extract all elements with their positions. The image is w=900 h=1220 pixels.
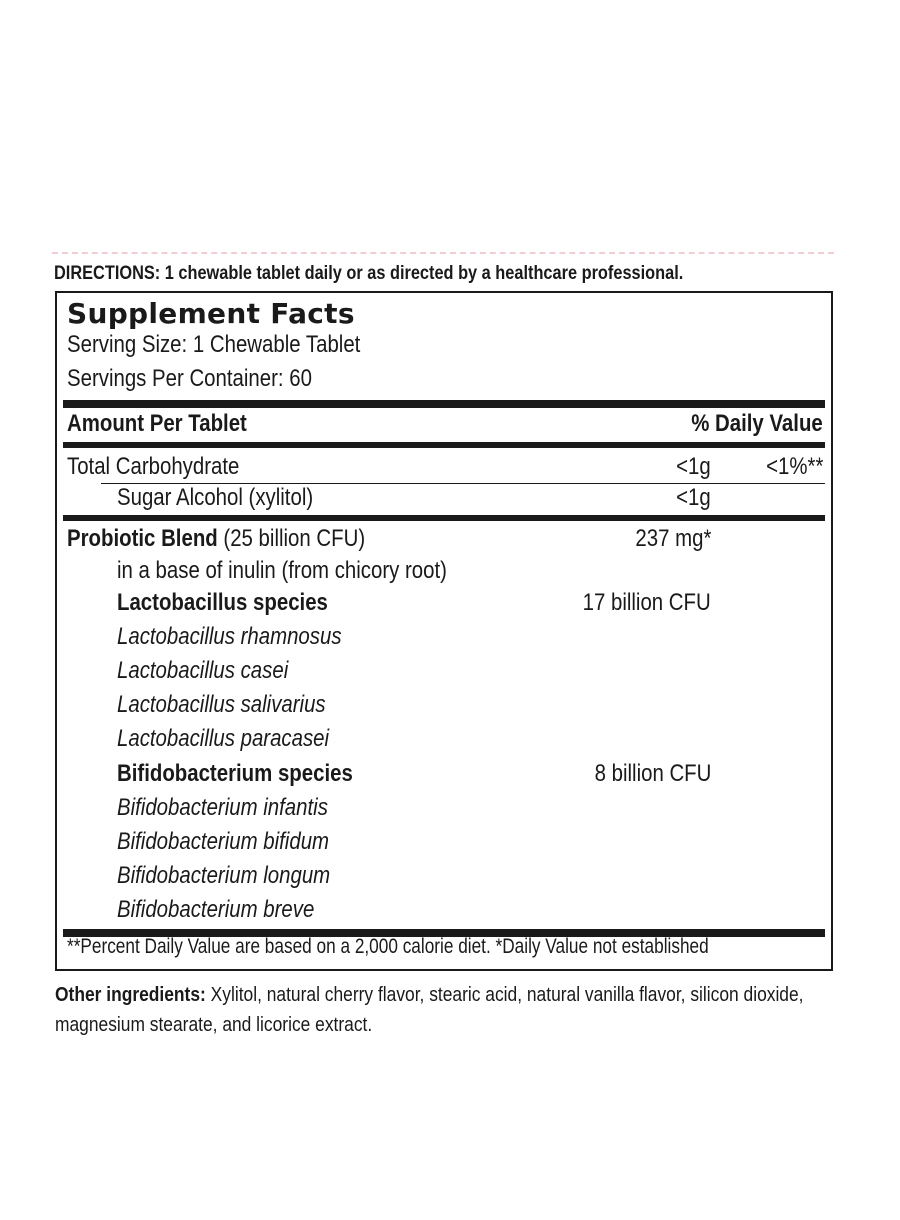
row-total-carbohydrate [67,453,823,485]
strain-name: Bifidobacterium bifidum [117,828,330,855]
bifido-name: Bifidobacterium species [117,760,353,787]
decorative-dashed-divider [52,252,834,254]
facts-footnote: **Percent Daily Value are based on a 2,000 calorie diet. *Daily Value not established [67,935,709,958]
serving-size: Serving Size: 1 Chewable Tablet [67,331,361,358]
probiotic-base: in a base of inulin (from chicory root) [117,557,447,584]
list-item [67,828,823,860]
servings-per-container: Servings Per Container: 60 [67,365,312,392]
list-item [67,691,823,723]
row-sugar-alcohol [67,484,823,516]
supplement-facts-panel [55,291,833,971]
header-daily-value: % Daily Value [691,410,823,437]
sugar-alcohol-name: Sugar Alcohol (xylitol) [117,484,314,511]
list-item [67,794,823,826]
strain-name: Bifidobacterium breve [117,896,315,923]
header-rule-bottom [63,442,825,448]
strain-name: Lactobacillus salivarius [117,691,326,718]
list-item [67,623,823,655]
directions-body: 1 chewable tablet daily or as directed by a healthcare professional. [164,263,684,284]
section-rule [63,515,825,521]
strain-name: Bifidobacterium infantis [117,794,328,821]
bifido-amount: 8 billion CFU [594,760,711,787]
sugar-alcohol-amount: <1g [676,484,711,511]
row-bifidobacterium-species [67,760,823,792]
row-lactobacillus-species [67,589,823,621]
probiotic-name: Probiotic Blend [67,525,218,552]
strain-name: Lactobacillus casei [117,657,289,684]
header-row [67,410,823,442]
lacto-amount: 17 billion CFU [582,589,711,616]
list-item [67,725,823,757]
directions-label: DIRECTIONS: [54,263,161,284]
other-ingredients [55,980,847,1040]
facts-title: Supplement Facts [67,297,355,330]
row-probiotic-base [67,557,823,589]
probiotic-amount: 237 mg* [635,525,711,552]
list-item [67,862,823,894]
strain-name: Lactobacillus paracasei [117,725,330,752]
strain-name: Bifidobacterium longum [117,862,331,889]
row-probiotic-blend [67,525,823,557]
carbs-dv: <1%** [765,453,823,480]
other-ingredients-label: Other ingredients: [55,984,206,1006]
list-item [67,657,823,689]
other-ingredients-list: Xylitol, natural cherry flavor, stearic acid, natural vanilla flavor, silicon dioxide, magnesium stearate, and licorice extract. [55,984,804,1036]
list-item [67,896,823,928]
lacto-name: Lactobacillus species [117,589,328,616]
probiotic-cfu: (25 billion CFU) [217,525,366,552]
carbs-name: Total Carbohydrate [67,453,240,480]
directions-text [54,260,733,288]
header-rule-top [63,400,825,408]
header-amount-per-tablet: Amount Per Tablet [67,410,247,437]
carbs-amount: <1g [676,453,711,480]
strain-name: Lactobacillus rhamnosus [117,623,342,650]
